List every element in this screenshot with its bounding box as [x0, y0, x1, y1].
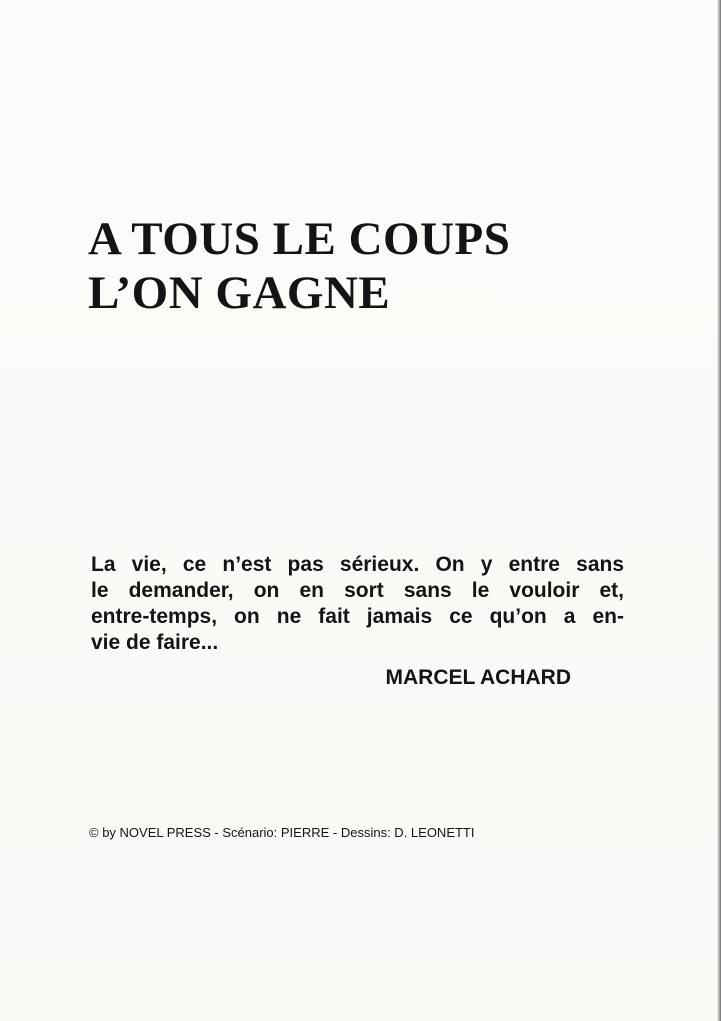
- quote-line-4: vie de faire...: [91, 631, 219, 654]
- chapter-title-line-1: A TOUS LE COUPS: [88, 213, 511, 265]
- quote-line-1: La vie, ce n’est pas sérieux. On y entre sans: [91, 553, 624, 576]
- page-edge-shadow: [717, 0, 721, 1021]
- quote-line-3: entre-temps, on ne fait jamais ce qu’on a en-: [91, 605, 624, 628]
- copyright-credits: © by NOVEL PRESS - Scénario: PIERRE - Dessins: D. LEONETTI: [89, 825, 475, 840]
- epigraph-quote: [91, 552, 624, 656]
- quote-line-2: le demander, on en sort sans le vouloir et,: [91, 579, 624, 602]
- chapter-title-line-2: L’ON GAGNE: [88, 267, 391, 319]
- chapter-title: [88, 212, 510, 320]
- quote-author: MARCEL ACHARD: [385, 666, 571, 689]
